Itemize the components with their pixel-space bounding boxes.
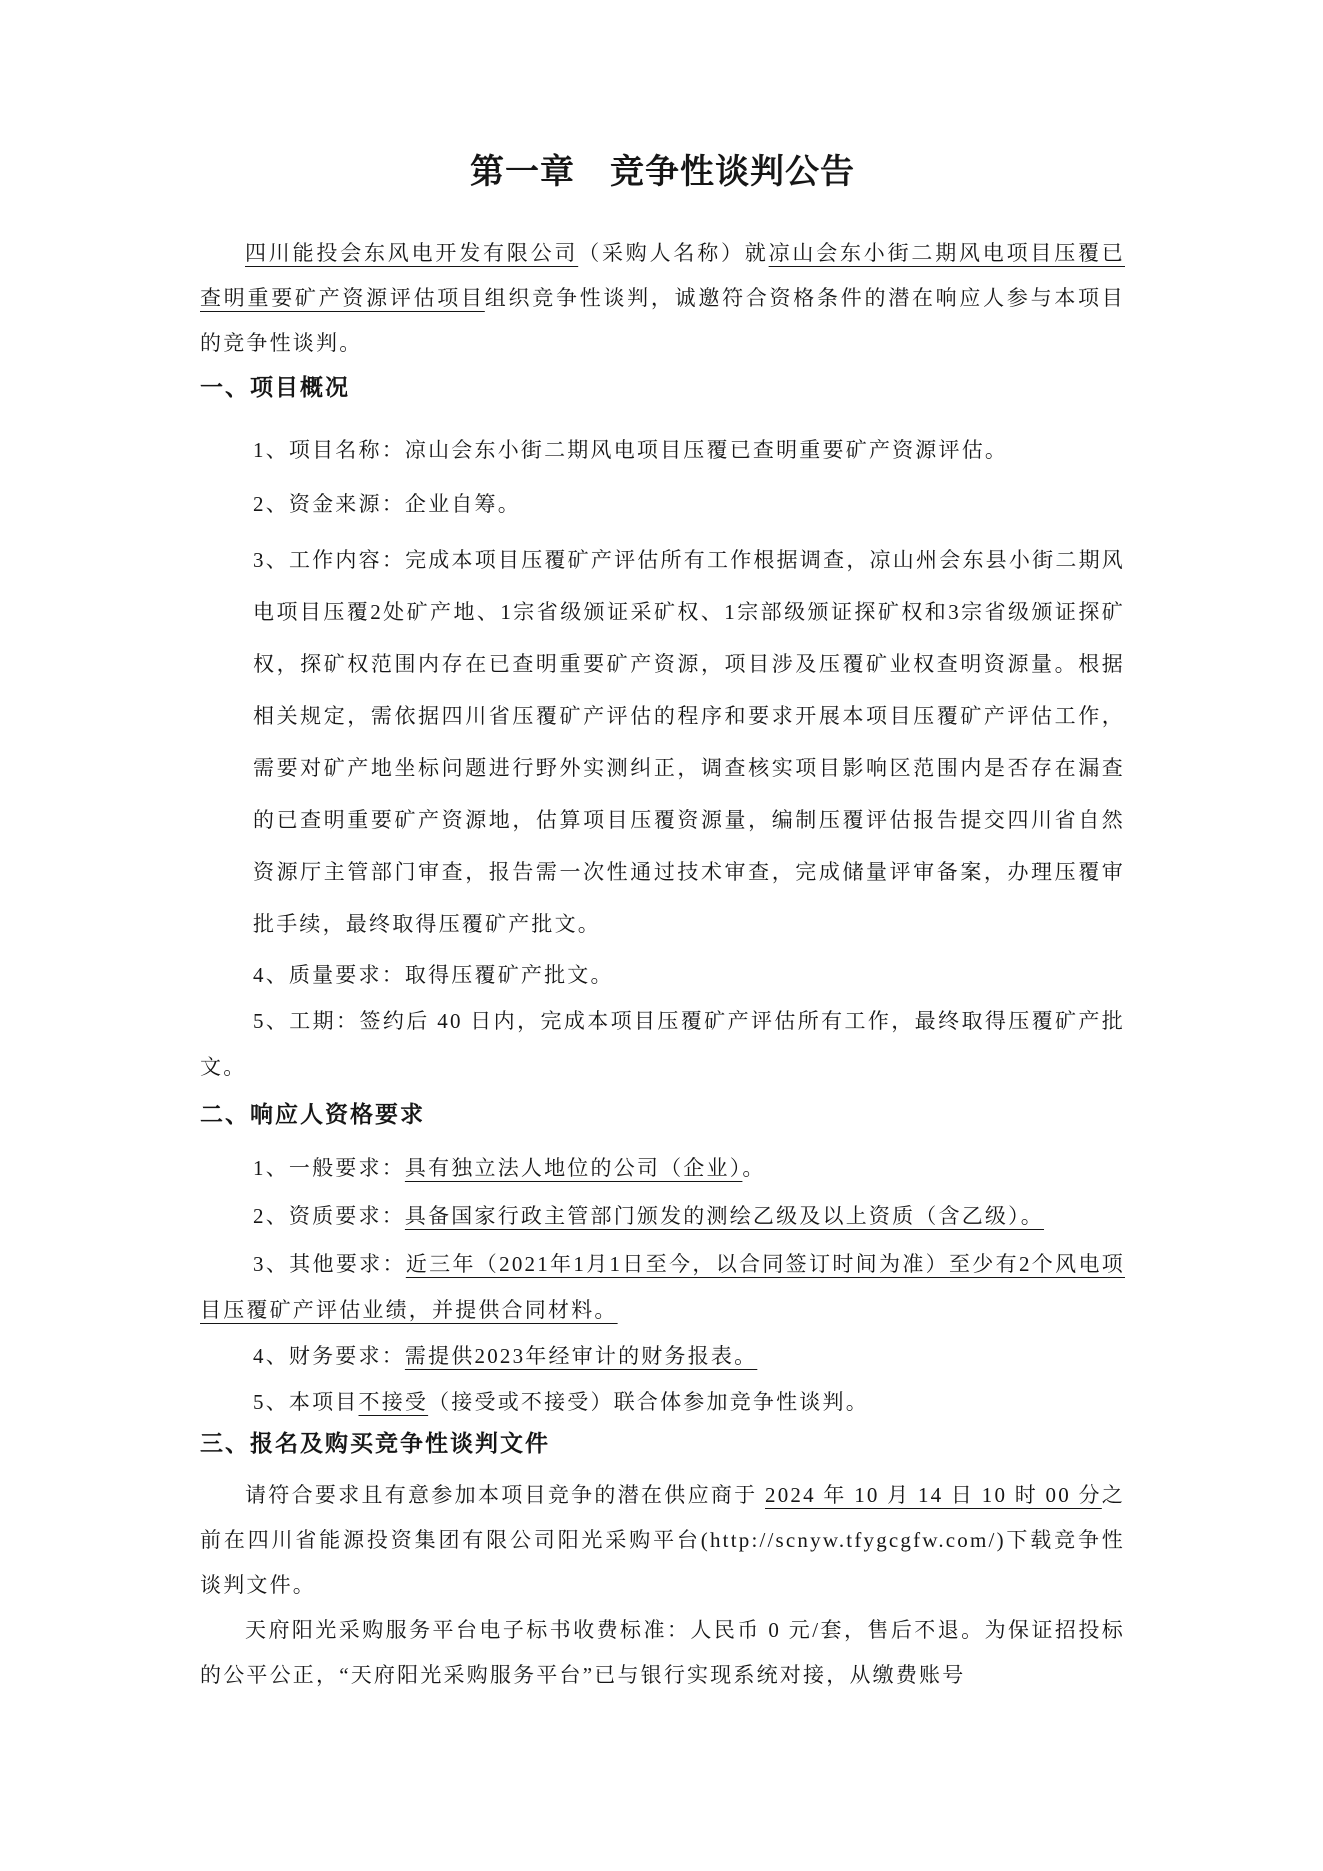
section1-item-project-name: 1、项目名称：凉山会东小街二期风电项目压覆已查明重要矿产资源评估。 [253,438,1009,462]
section3-fee-paragraph: 天府阳光采购服务平台电子标书收费标准：人民币 0 元/套，售后不退。为保证招投标的公平公正，“天府阳光采购服务平台”已与银行实现系统对接，从缴费账号 [200,1618,1125,1687]
section2-item-general-tail: 。 [742,1156,766,1180]
section2-item-other-label: 3、其他要求： [253,1252,406,1276]
chapter-title: 第一章 竞争性谈判公告 [470,153,855,191]
project-name-underlined: 凉山会东小街二期风电项目压覆已查明重要矿产资源评估项目 [200,241,1125,310]
section2-item-financial-underlined: 需提供2023年经审计的财务报表。 [404,1344,758,1368]
section3-deadline-paragraph [200,1473,1125,1608]
section1-item-duration: 5、工期：签约后 40 日内，完成本项目压覆矿产评估所有工作，最终取得压覆矿产批文。 [200,1009,1125,1079]
section1-item-work-content: 3、工作内容：完成本项目压覆矿产评估所有工作根据调查，凉山州会东县小街二期风电项目压覆2处矿产地、1宗省级颁证采矿权、1宗部级颁证探矿权和3宗省级颁证探矿权，探矿权范围内存在已查明重要矿产资源，项目涉及压覆矿业权查明资源量。根据相关规定，需依据四川省压覆矿产评估的程序和要求开展本项目压覆矿产评估工作，需要对矿产地坐标问题进行野外实测纠正，调查核实项目影响区范围内是否存在漏查的已查明重要矿产资源地，估算项目压覆资源量，编制压覆评估报告提交四川省自然资源厅主管部门审查，报告需一次性通过技术审查，完成储量评审备案，办理压覆审批手续，最终取得压覆矿产批文。 [253,548,1125,936]
section2-item-other-underlined: 近三年（2021年1月1日至今，以合同签订时间为准）至少有2个风电项目压覆矿产评估业绩，并提供合同材料。 [200,1252,1125,1322]
intro-paragraph [200,231,1125,366]
section2-item-consortium-underlined: 不接受 [358,1390,429,1414]
section1-item-quality: 4、质量要求：取得压覆矿产批文。 [253,963,614,987]
section2-item-financial [200,1333,1125,1379]
purchaser-name-underlined: 四川能投会东风电开发有限公司 [245,241,579,265]
section3-heading: 三、报名及购买竞争性谈判文件 [200,1430,550,1456]
section3-deadline-underlined: 2024 年 10 月 14 日 10 时 00 分 [765,1483,1102,1507]
document-content [200,0,1125,1698]
section2-item-other [200,1241,1125,1333]
section2-item-general [200,1145,1125,1191]
section3-deadline-pre: 请符合要求且有意参加本项目竞争的潜在供应商于 [245,1483,766,1507]
section2-item-qualification [200,1193,1125,1239]
section2-item-consortium-label: 5、本项目 [253,1390,359,1414]
section1-heading: 一、项目概况 [200,374,350,400]
section2-heading: 二、响应人资格要求 [200,1101,425,1127]
section2-item-general-label: 1、一般要求： [253,1156,405,1180]
section3-deadline-tail: 之前在四川省能源投资集团有限公司阳光采购平台(http://scnyw.tfygcgfw.com/)下载竞争性谈判文件。 [200,1483,1125,1597]
intro-mid-text: （采购人名称）就 [578,241,769,265]
section2-item-consortium-tail: （接受或不接受）联合体参加竞争性谈判。 [428,1390,869,1414]
section1-item-funding: 2、资金来源：企业自筹。 [253,492,521,516]
section2-item-consortium [200,1379,1125,1425]
section2-item-general-underlined: 具有独立法人地位的公司（企业） [404,1156,743,1180]
intro-tail-text: 组织竞争性谈判，诚邀符合资格条件的潜在响应人参与本项目的竞争性谈判。 [200,286,1125,355]
section2-item-financial-label: 4、财务要求： [253,1344,405,1368]
section2-item-qualification-label: 2、资质要求： [253,1204,405,1228]
section2-item-qualification-underlined: 具备国家行政主管部门颁发的测绘乙级及以上资质（含乙级）。 [404,1204,1045,1228]
